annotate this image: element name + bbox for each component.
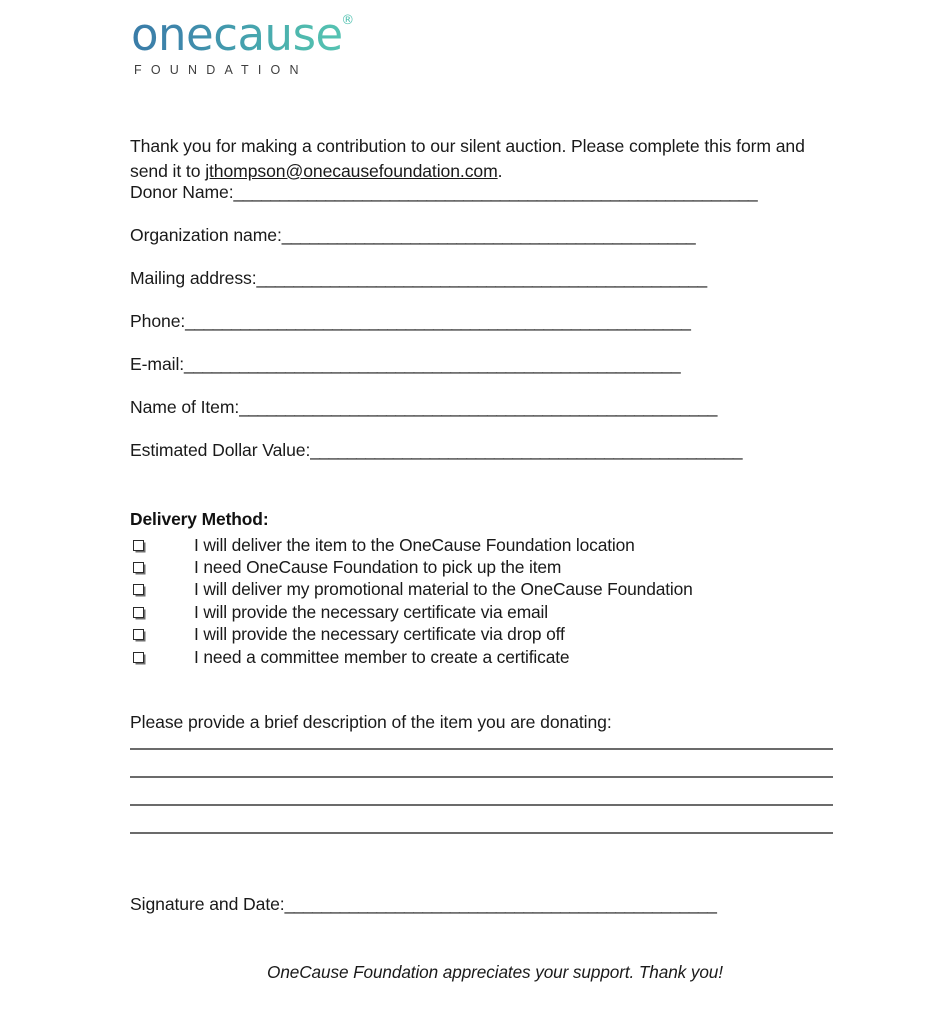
field-row-phone [130, 311, 820, 354]
signature-label: Signature and Date: [130, 894, 285, 914]
description-prompt: Please provide a brief description of the item you are donating: [130, 712, 612, 732]
onecause-foundation-logo [131, 8, 451, 77]
form-fields-group [130, 182, 820, 483]
field-row-estimated-dollar-value [130, 440, 820, 483]
checkbox-icon-certificate-via-drop-off[interactable] [133, 629, 144, 640]
field-label-estimated-dollar-value: Estimated Dollar Value: [130, 440, 311, 460]
logo-wordmark [131, 8, 354, 61]
field-input-email[interactable]: ______________________________________________________ [184, 354, 681, 374]
intro-text-before-email: Thank you for making a contribution to our silent auction. Please complete this form and send it to [130, 135, 805, 181]
field-label-name-of-item: Name of Item: [130, 397, 240, 417]
field-label-donor-name: Donor Name: [130, 182, 234, 202]
field-label-organization-name: Organization name: [130, 225, 282, 245]
contact-email-link[interactable]: jthompson@onecausefoundation.com [205, 160, 498, 181]
field-input-organization-name[interactable]: _____________________________________________ [281, 225, 696, 245]
delivery-method-heading: Delivery Method: [130, 509, 269, 529]
delivery-option-row-1[interactable] [130, 534, 830, 556]
delivery-option-label-1: I will deliver the item to the OneCause Foundation location [194, 534, 635, 555]
delivery-option-label-3: I will deliver my promotional material to the OneCause Foundation [194, 579, 693, 600]
delivery-option-label-6: I need a committee member to create a certificate [194, 646, 570, 667]
logo-subtitle: FOUNDATION [134, 63, 308, 77]
description-line-3[interactable] [130, 804, 833, 806]
delivery-option-row-2[interactable] [130, 556, 830, 578]
field-row-donor-name [130, 182, 820, 225]
logo-wordmark-text: onecause [131, 8, 343, 61]
signature-input[interactable]: _______________________________________________ [284, 894, 717, 914]
delivery-option-row-3[interactable] [130, 579, 830, 601]
description-line-2[interactable] [130, 776, 833, 778]
checkbox-icon-deliver-to-location[interactable] [133, 540, 144, 551]
field-row-name-of-item [130, 397, 820, 440]
description-write-in-area[interactable] [130, 748, 833, 860]
field-row-mailing-address [130, 268, 820, 311]
field-label-email: E-mail: [130, 354, 185, 374]
field-input-phone[interactable]: _______________________________________________________ [185, 311, 691, 331]
field-input-name-of-item[interactable]: ____________________________________________________ [239, 397, 717, 417]
delivery-option-label-5: I will provide the necessary certificate via drop off [194, 624, 565, 645]
field-input-estimated-dollar-value[interactable]: _______________________________________________ [310, 440, 742, 460]
checkbox-icon-deliver-promotional-material[interactable] [133, 584, 144, 595]
delivery-option-label-2: I need OneCause Foundation to pick up the item [194, 557, 562, 578]
field-label-mailing-address: Mailing address: [130, 268, 257, 288]
field-row-organization-name [130, 225, 820, 268]
description-line-1[interactable] [130, 748, 833, 750]
delivery-method-section [130, 509, 830, 668]
delivery-option-row-5[interactable] [130, 624, 830, 646]
field-label-phone: Phone: [130, 311, 186, 331]
delivery-option-label-4: I will provide the necessary certificate via email [194, 601, 548, 622]
footer-thank-you-note: OneCause Foundation appreciates your support. Thank you! [267, 962, 723, 982]
registered-trademark-icon: ® [341, 13, 354, 28]
intro-paragraph [130, 134, 812, 184]
delivery-option-row-6[interactable] [130, 646, 830, 668]
field-input-mailing-address[interactable]: _________________________________________________ [256, 268, 707, 288]
delivery-option-row-4[interactable] [130, 601, 830, 623]
checkbox-icon-certificate-via-email[interactable] [133, 607, 144, 618]
description-line-4[interactable] [130, 832, 833, 834]
field-input-donor-name[interactable]: _________________________________________________________ [233, 182, 758, 202]
signature-and-date-row [130, 894, 716, 915]
intro-text-after-email: . [497, 160, 503, 181]
checkbox-icon-committee-create-certificate[interactable] [133, 652, 144, 663]
field-row-email [130, 354, 820, 397]
checkbox-icon-pick-up-item[interactable] [133, 562, 144, 573]
